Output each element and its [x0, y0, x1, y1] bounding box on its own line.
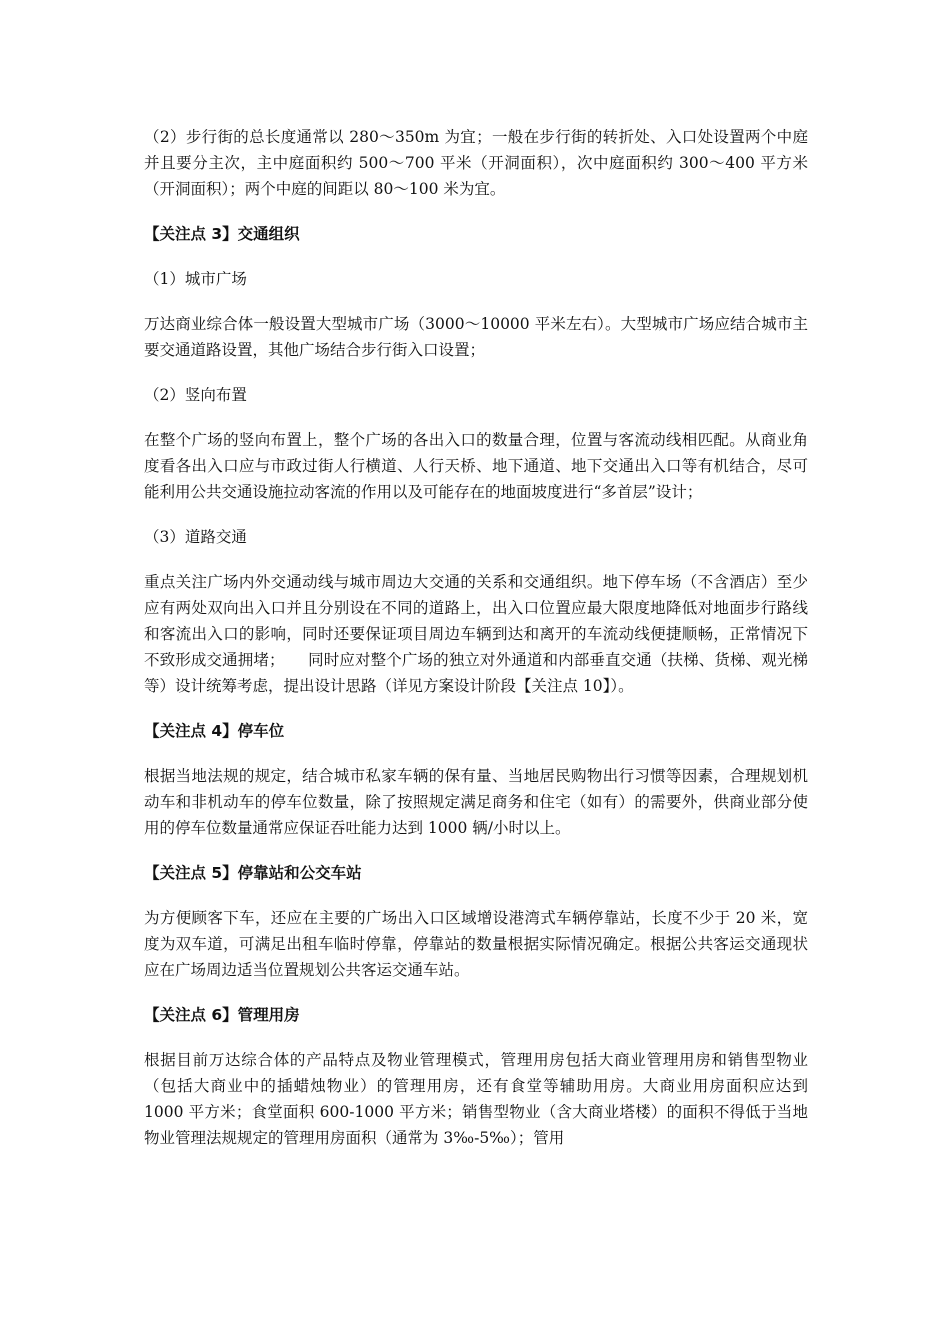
heading-focus-5: 【关注点 5】停靠站和公交车站 — [144, 864, 362, 882]
paragraph-management-rooms: 根据目前万达综合体的产品特点及物业管理模式，管理用房包括大商业管理用房和销售型物业（包括大商业中的插蜡烛物业）的管理用房，还有食堂等辅助用房。大商业用房面积应达到 1000 平方米；食堂面积 600-1000 平方米；销售型物业（含大商业塔楼）的面积不得低于当地物业管理法规规定的管理用房面积（通常为 3‰-5‰）；管用 — [144, 1051, 808, 1147]
paragraph-vertical-layout: 在整个广场的竖向布置上，整个广场的各出入口的数量合理，位置与客流动线相匹配。从商业角度看各出入口应与市政过街人行横道、人行天桥、地下通道、地下交通出入口等有机结合，尽可能利用公共交通设施拉动客流的作用以及可能存在的地面坡度进行“多首层”设计； — [144, 431, 808, 501]
paragraph-road-traffic: 重点关注广场内外交通动线与城市周边大交通的关系和交通组织。地下停车场（不含酒店）至少应有两处双向出入口并且分别设在不同的道路上，出入口位置应最大限度地降低对地面步行路线和客流出入口的影响，同时还要保证项目周边车辆到达和离开的车流动线便捷顺畅，正常情况下不致形成交通拥堵； 同时应对整个广场的独立对外通道和内部垂直交通（扶梯、货梯、观光梯等）设计统筹考虑，提出设计思路（详见方案设计阶段【关注点 10】）。 — [144, 573, 808, 695]
subheading-city-plaza: （1）城市广场 — [144, 270, 247, 288]
paragraph-pedestrian-street-length: （2）步行街的总长度通常以 280～350m 为宜；一般在步行街的转折处、入口处设置两个中庭并且要分主次，主中庭面积约 500～700 平米（开洞面积），次中庭面积约 300～400 平方米（开洞面积）；两个中庭的间距以 80～100 米为宜。 — [144, 128, 808, 198]
heading-focus-4: 【关注点 4】停车位 — [144, 722, 285, 740]
paragraph-city-plaza: 万达商业综合体一般设置大型城市广场（3000～10000 平米左右）。大型城市广场应结合城市主要交通道路设置，其他广场结合步行街入口设置； — [144, 315, 808, 359]
subheading-vertical-layout: （2）竖向布置 — [144, 386, 247, 404]
heading-focus-6: 【关注点 6】管理用房 — [144, 1006, 300, 1024]
subheading-road-traffic: （3）道路交通 — [144, 528, 247, 546]
paragraph-bus-stops: 为方便顾客下车，还应在主要的广场出入口区域增设港湾式车辆停靠站，长度不少于 20 米，宽度为双车道，可满足出租车临时停靠，停靠站的数量根据实际情况确定。根据公共客运交通现状应在广场周边适当位置规划公共客运交通车站。 — [144, 909, 808, 979]
paragraph-parking: 根据当地法规的规定，结合城市私家车辆的保有量、当地居民购物出行习惯等因素，合理规划机动车和非机动车的停车位数量，除了按照规定满足商务和住宅（如有）的需要外，供商业部分使用的停车位数量通常应保证吞吐能力达到 1000 辆/小时以上。 — [144, 767, 808, 837]
document-page — [144, 124, 808, 1151]
heading-focus-3: 【关注点 3】交通组织 — [144, 225, 300, 243]
